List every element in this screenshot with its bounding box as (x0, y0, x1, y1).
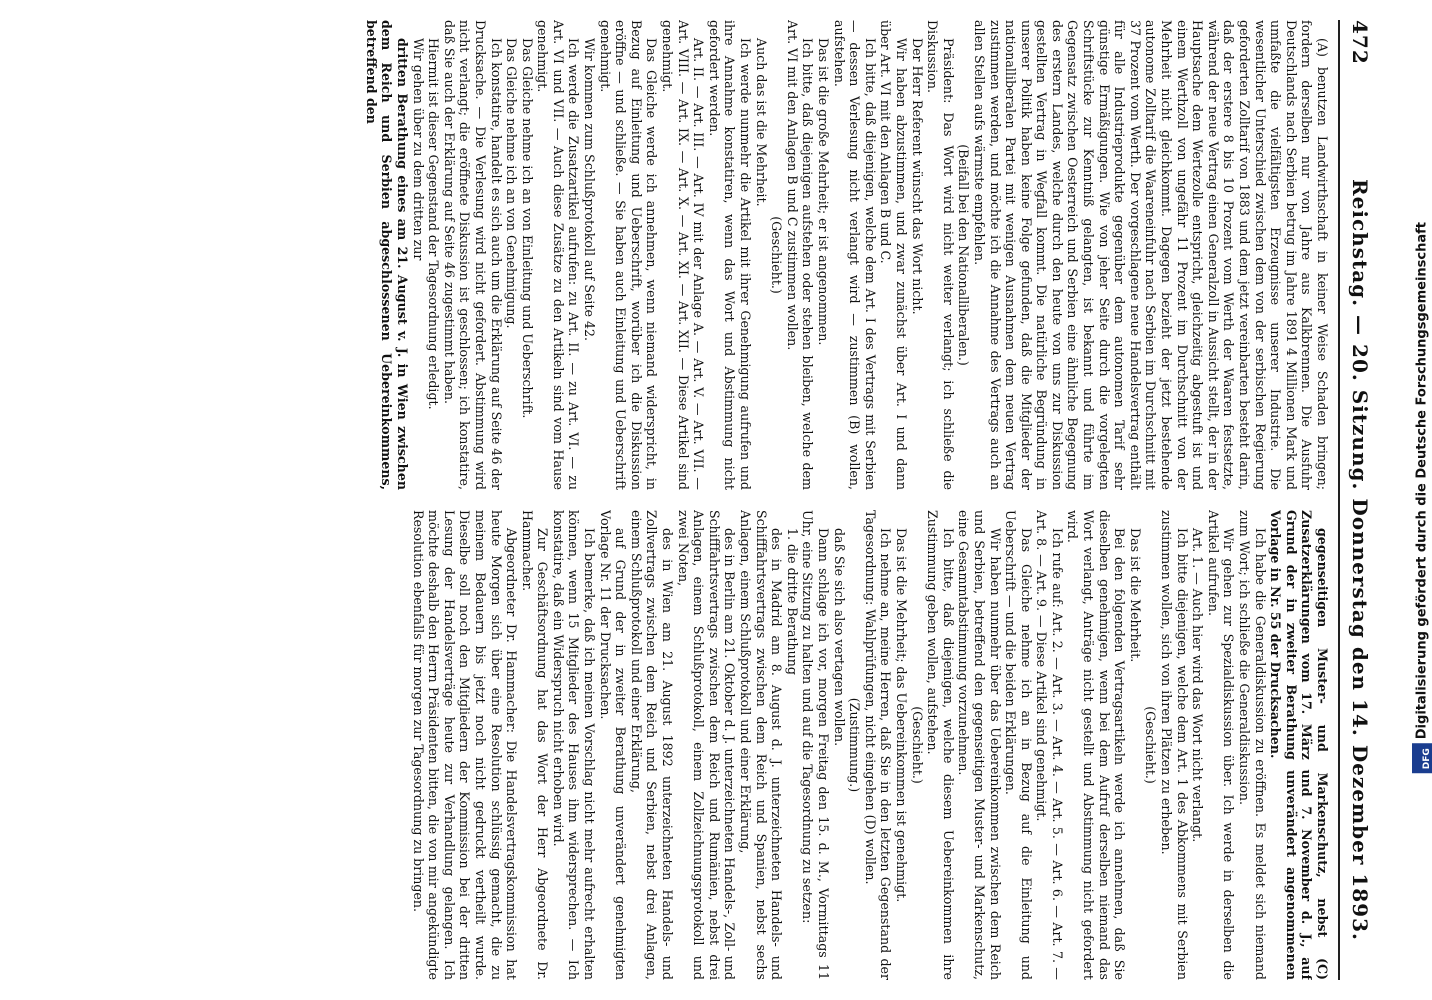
paragraph: Wir haben abzustimmen, und zwar zunächst über Art. I und dann über Art. VI mit den Anlagen B und C. (878, 20, 909, 490)
paragraph: Ich konstatire, handelt es sich auch um die Erklärung auf Seite 46 der Drucksache. — Die Verlesung wird nicht gefordert. Abstimmung wird nicht verlangt; die eröffnete Diskussion ist geschlossen; ich konstatire, daß Sie auch der Erklärung auf Seite 46 zugestimmt haben. (441, 20, 504, 490)
paragraph: Präsident: Das Wort wird nicht weiter verlangt; ich schließe die Diskussion. (925, 20, 956, 490)
stage-direction: (Geschieht.) (1143, 706, 1159, 784)
paragraph: Ich bitte diejenigen, welche dem Art. 1 des Abkommens mit Serbien zustimmen wollen, sich von ihren Plätzen zu erheben. (1159, 510, 1190, 980)
paragraph: Hiermit ist dieser Gegenstand der Tagesordnung erledigt. (426, 38, 442, 410)
paragraph: Ich bemerke, daß ich meinen Vorschlag nicht mehr aufrecht erhalten können, wenn 15 Mitglieder des Hauses ihm widersprechen. — Ich konstatire, daß ein Widerspruch nicht erhoben wird. (550, 510, 598, 980)
paragraph: Der Herr Referent wünscht das Wort nicht. (909, 38, 925, 315)
paragraph: Das Gleiche nehme ich an von Genehmigung. (504, 38, 520, 329)
paragraph: (A) benutzen Landwirthschaft in keiner Weise Schaden bringen; fordern derselben nur von Jahre aus Kalkbrennen. Die Ausfuhr Deutschlands nach Serbien betrug im Jahre 1891 4 Millionen Mark und umfaßte die vielfältigsten Erzeugnisse unserer Industrie. Die wesentlicher Unterschied zwischen dem von der serbischen Regierung geforderten Zolltarif von 1883 und dem jetzt vereinbarten besteht darin, daß der erstere 8 bis 10 Prozent vom Werth der Waaren festsetzte, während der neue Vertrag einen Generalzoll in Aussicht stellt, der in der Hauptsache dem Wertezolle entspricht, gleichzeitig abgestuft ist und einem Werthzoll von ungefähr 11 Prozent im Durchschnitt von der Mehrheit nicht gleichkommt. Dagegen bezieht der jetzt bestehende autonome Zolltarif die Waareneinfuhr nach Serbien im Durchschnitt mit 37 Prozent vom Werth. Der vorgeschlagene neue Handelsvertrag enthält für alle Industrieprodukte gegenüber dem autonomen Tarif sehr günstige Ermäßigungen. Wie von jeher Seite durch die vorgelegten Schriftstücke zur Kenntniß gelangten, ist bekannt und führte im Gegensatz zwischen Oesterreich und Serbien eine ähnliche Begegnung des erstern Landes, welche durch den heute von uns zur Diskussion gestellten Vertrag in Wegfall kommt. Die natürliche Begründung in unserer Politik haben keine Folge gefunden, daß die Mitglieder der nationalliberalen Partei mit wenigen Ausnahmen dem neuen Vertrag zustimmen werden, und möchte ich die Annahme des Vertrags auch an allen Stellen aufs wärmste empfehlen. (971, 20, 1330, 490)
header-rule (1338, 20, 1340, 980)
paragraph: Das Gleiche werde ich annehmen, wenn niemand widerspricht, in Bezug auf Einleitung und Ueberschrift, worüber ich die Diskussion eröffne — und schließe. — Sie haben auch Einleitung und Ueberschrift genehmigt. (597, 20, 660, 490)
stage-direction: (Zustimmung.) (847, 697, 863, 793)
paragraph: Ich werde nunmehr die Artikel mit ihrer Genehmigung aufrufen und ihre Annahme konstatiren, wenn das Wort und Abstimmung nicht gefordert werden. (706, 20, 754, 490)
page-title: Reichstag. — 20. Sitzung. Donnerstag den 14. Dezember 1893. (1348, 179, 1372, 941)
paragraph: Ich bitte, daß diejenigen, welche dem Art. I des Vertrags mit Serbien — dessen Verlesung nicht verlangt wird — zustimmen (B) wollen, aufstehen. (831, 20, 878, 490)
paragraph: des in Berlin am 21. Oktober d. J. unterzeichneten Handels-, Zoll- und Schifffahrtsvertrags zwischen dem Reich und Rumänien, nebst drei Anlagen, einem Schlußprotokoll, einem Zollzeichnungsprotokoll und zwei Noten, (675, 510, 738, 980)
stage-direction: (Beifall bei den Nationalliberalen.) (956, 144, 972, 366)
paragraph: Ich habe die Generaldiskussion zu eröffnen. Es meldet sich niemand zum Wort; ich schließe die Generaldiskussion. (1237, 510, 1268, 980)
paragraph: Wir gehen zur Spezialdiskussion über. Ich werde in derselben die Artikel aufrufen. (1205, 510, 1237, 980)
paragraph: Das Gleiche nehme ich an von Einleitung und Ueberschrift. (519, 38, 535, 419)
paragraph: Bei den folgenden Vertragsartikeln werde ich annehmen, daß Sie dieselben genehmigen, wenn bei dem Aufruf derselben niemand das Wort verlangt, Anträge nicht gestellt und Abstimmung nicht gefordert wird. (1065, 510, 1128, 980)
agenda-item-heading: dritten Berathung eines am 21. August v. J. in Wien zwischen dem Reich und Serbien abgeschlossenen Uebereinkommens, betreffend den (363, 20, 410, 490)
stage-direction: (Geschieht.) (909, 706, 925, 784)
paragraph: Das ist die Mehrheit; das Uebereinkommen ist genehmigt. (893, 528, 909, 903)
paragraph: Abgeordneter Dr. Hammacher: Die Handelsvertragskommission hat heute Morgen sich über eine Resolution schlüssig gemacht, die zu meinem Bedauern bis jetzt noch nicht gedruckt vertheilt wurde. Dieselbe soll noch den Mitgliedern der Kommission bei der dritten Lesung der Handelsverträge heute zur Verhandlung gelangen. Ich möchte deshalb den Herrn Präsidenten bitten, die von mir angekündigte Resolution ebenfalls für morgen zur Tagesordnung zu bringen. (410, 510, 520, 980)
paragraph: Zur Geschäftsordnung hat das Wort der Herr Abgeordnete Dr. Hammacher. (519, 510, 551, 980)
paragraph: Art. 1. — Auch hier wird das Wort nicht verlangt. (1190, 528, 1206, 843)
paragraph: Ich rufe auf: Art. 2. — Art. 3. — Art. 4. — Art. 5. — Art. 6. — Art. 7. — Art. 8. — Art. 9. — Diese Artikel sind genehmigt. (1034, 510, 1065, 980)
stage-direction: (Geschieht.) (769, 216, 785, 294)
paragraph: Ich bitte, daß diejenigen, welche diesem Uebereinkommen ihre Zustimmung geben wollen, aufstehen. (925, 510, 956, 980)
paragraph: daß Sie sich also vertagen wollen. (831, 528, 847, 747)
agenda-item-heading: gegenseitigen Muster- und Markenschutz, nebst (C) Zusatzerklärungen vom 17. März und 7. November d. J., auf Grund der in zweiter Berathung unverändert angenommenen Vorlage in Nr. 55 der Drucksachen. (1268, 510, 1330, 980)
paragraph: Das ist die große Mehrheit; er ist angenommen. (816, 38, 831, 346)
paragraph: Ich bitte, daß diejenigen aufstehen oder stehen bleiben, welche dem Art. VI mit den Anlagen B und C zustimmen wollen. (784, 20, 816, 490)
paragraph: Art. II. — Art. III. — Art. IV mit der Anlage A. — Art. V. — Art. VII. — Art. VIII. — Art. IX. — Art. X. — Art. XI. — Art. XII. — Diese Artikel sind genehmigt. (660, 20, 707, 490)
left-column (10, 20, 1330, 490)
paragraph: des in Wien am 21. August 1892 unterzeichneten Handels- und Zollvertrags zwischen dem Reich und Serbien, nebst drei Anlagen, einem Schlußprotokoll und einer Erklärung, (628, 510, 676, 980)
paragraph: Ich werde die Zusatzartikel aufrufen: zu Art. II. — zu Art. VI. — zu Art. VI und VII. — Auch diese Zusätze zu den Artikeln sind vom Hause genehmigt. (535, 20, 582, 490)
paragraph: Das Gleiche nehme ich an in Bezug auf die Einleitung und Ueberschrift — und die beiden Erklärungen. (1003, 510, 1034, 980)
paragraph: Ich nehme an, meine Herren, daß Sie in den letzten Gegenstand der Tagesordnung: Wahlprüfungen, nicht eingehen (D) wollen. (862, 510, 894, 980)
digitization-footer (1402, 0, 1432, 1000)
footer-credit: Digitalisierung gefördert durch die Deutsche Forschungsgemeinschaft (1414, 222, 1430, 740)
paragraph: 1. die dritte Berathung (784, 528, 800, 675)
paragraph: des in Madrid am 8. August d. J. unterzeichneten Handels- und Schifffahrtsvertrags zwischen dem Reich und Spanien, nebst sechs Anlagen, einem Schlußprotokoll und einer Erklärung, (738, 510, 785, 980)
paragraph: Wir gehen über zu dem dritten zur (410, 38, 426, 261)
paragraph: auf Grund der in zweiter Berathung unverändert genehmigten Vorlage Nr. 11 der Drucksachen. (597, 510, 629, 980)
paragraph: Dann schlage ich vor, morgen Freitag den 15. d. M., Vormittags 11 Uhr, eine Sitzung zu halten und auf die Tagesordnung zu setzen: (800, 510, 831, 980)
paragraph: Auch das ist die Mehrheit. (753, 38, 769, 207)
paragraph: Das ist die Mehrheit. (1127, 528, 1143, 663)
page-number: 472 (1348, 20, 1372, 65)
paragraph: Wir haben nunmehr über das Uebereinkommen zwischen dem Reich und Serbien, betreffend den gegenseitigen Muster- und Markenschutz, eine Gesammtabstimmung vorzunehmen. (956, 510, 1003, 980)
right-column (10, 510, 1330, 980)
page-header (1342, 20, 1372, 980)
paragraph: Wir kommen zum Schlußprotokoll auf Seite 42. (582, 38, 598, 341)
dfg-logo: DFG (1412, 744, 1432, 774)
